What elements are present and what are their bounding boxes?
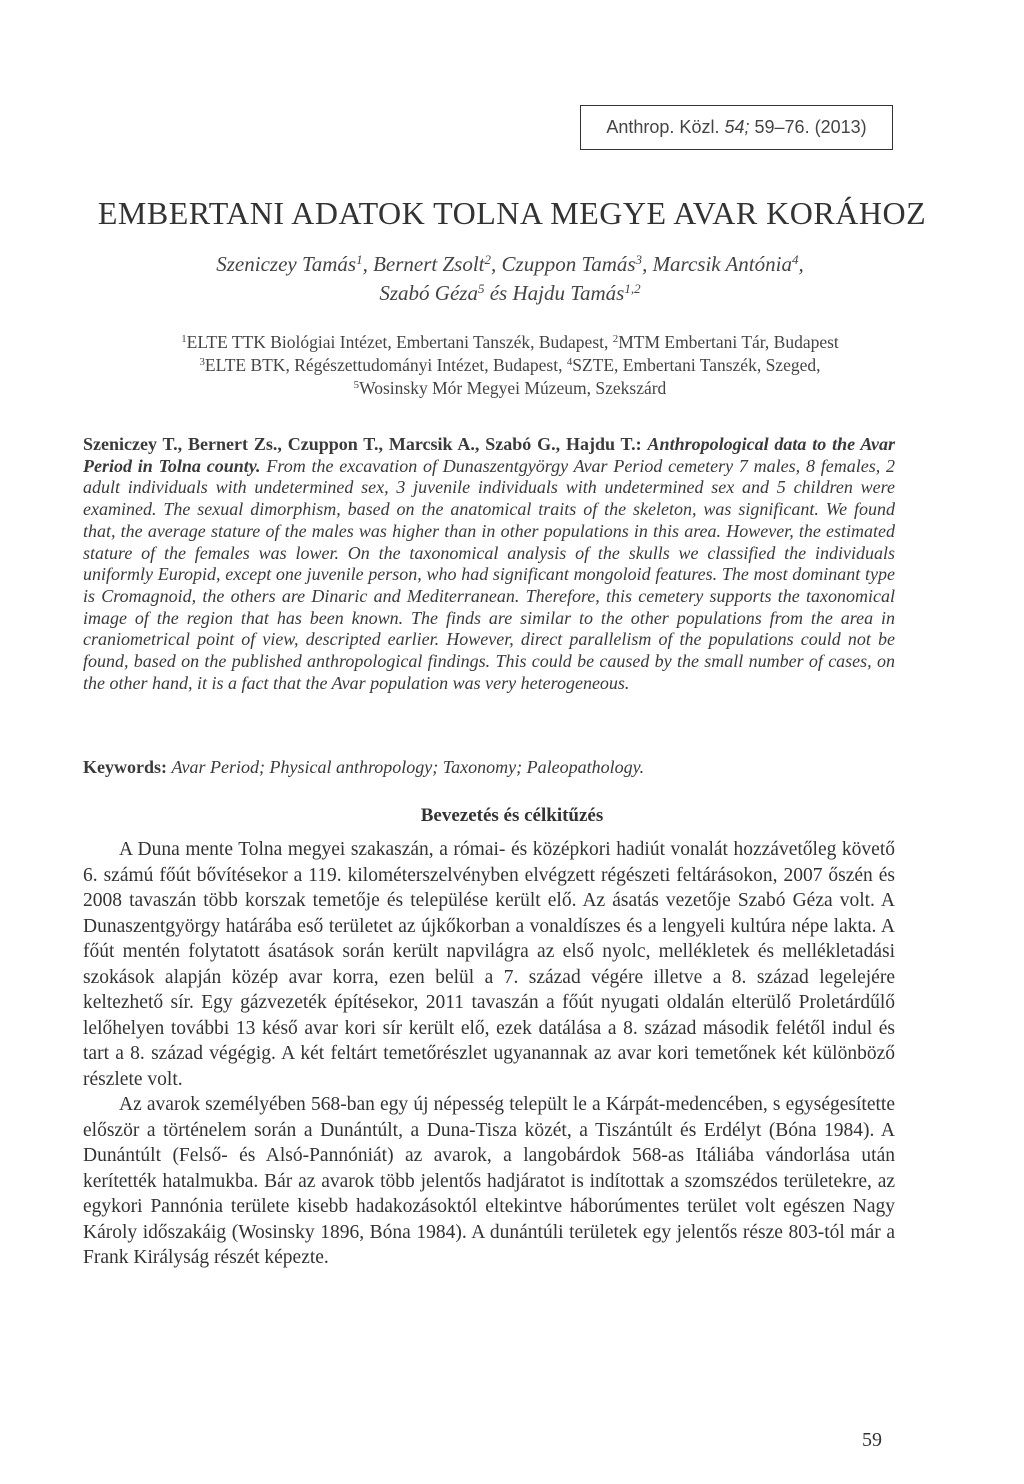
keywords-value: Avar Period; Physical anthropology; Taxonomy; Paleopathology. xyxy=(171,757,645,777)
author-separator: , xyxy=(798,252,804,276)
author-name: Szabó Géza xyxy=(379,281,478,305)
affiliation-text: MTM Embertani Tár, Budapest xyxy=(618,332,839,352)
abstract-english-title: Anthropological data to the Avar Period in Tolna county. xyxy=(83,434,896,476)
article-title: EMBERTANI ADATOK TOLNA MEGYE AVAR KORÁHOZ xyxy=(97,195,927,231)
author-affiliation-ref: 1 xyxy=(356,251,363,267)
section-heading: Bevezetés és célkitűzés xyxy=(420,805,604,826)
journal-name: Anthrop. Közl. xyxy=(606,117,720,137)
author-list xyxy=(120,250,900,308)
affiliation-text: ELTE TTK Biológiai Intézet, Embertani Tanszék, Budapest, xyxy=(186,332,613,352)
abstract-text: From the excavation of Dunaszentgyörgy Avar Period cemetery 7 males, 8 females, 2 adult individuals with undetermined sex, 3 juvenile individuals with undetermined sex and 5 children were examined. The sexual dimorphism, based on the anatomical traits of the skeleton, was significant. We found that, the average stature of the males was higher than in other populations in this area. However, the estimated stature of the females was lower. On the taxonomical analysis of the skulls we classified the individuals uniformly Europid, except one juvenile person, who had significant mongoloid features. The most dominant type is Cromagnoid, the others are Dinaric and Mediterranean. Therefore, this cemetery supports the taxonomical image of the region that has been known. The finds are similar to the other populations from the area in craniometrical point of view, descripted earlier. However, direct parallelism of the populations could not be found, based on the published anthropological findings. This could be caused by the small number of cases, on the other hand, it is a fact that the Avar population was very heterogeneous. xyxy=(83,455,896,693)
author-affiliation-ref: 5 xyxy=(477,280,485,296)
keywords xyxy=(83,756,895,778)
author-name: Szeniczey Tamás xyxy=(216,252,357,276)
author-name: Marcsik Antónia xyxy=(652,252,792,276)
page-number: 59 xyxy=(862,1429,882,1451)
author-affiliation-ref: 3 xyxy=(635,251,643,267)
affiliation-number: 2 xyxy=(612,333,619,346)
author-affiliation-ref: 4 xyxy=(791,251,799,267)
author-separator: , xyxy=(362,252,374,276)
affiliation-text: SZTE, Embertani Tanszék, Szeged, xyxy=(572,355,821,375)
author-affiliation-ref: 1,2 xyxy=(624,280,641,296)
journal-citation-box xyxy=(580,105,893,150)
paragraph: A Duna mente Tolna megyei szakaszán, a római- és középkori hadiút vonalát hozzávetőleg követő 6. számú főút bővítésekor a 119. kilométerszelvényben elvégzett régészeti feltárásokon, 2007 őszén és 2008 tavaszán több korszak temetője és települése került elő. Az ásatás vezetője Szabó Géza volt. A Dunaszentgyörgy határába eső területet az újkőkorban a vonaldíszes és a lengyeli kultúra népe lakta. A főút mentén folytatott ásatások során került napvilágra az első nyolc, mellékletek és mellékletadási szokások alapján közép avar korra, ezen belül a 7. század végére illetve a 8. század legelejére keltezhető sír. Egy gázvezeték építésekor, 2011 tavaszán a főút nyugati oldalán elterülő Proletárdűlő lelőhelyen további 13 késő avar kori sír került elő, ezek datálása a 8. század második felétől indul és tart a 8. század végégig. A két feltárt temetőrészlet ugyanannak az avar kori temetőnek két különböző részlete volt. xyxy=(83,839,895,1090)
author-name: Hajdu Tamás xyxy=(512,281,625,305)
abstract-citation: Szeniczey T., Bernert Zs., Czuppon T., Marcsik A., Szabó G., Hajdu T.: xyxy=(83,434,642,454)
affiliation-list xyxy=(110,331,910,400)
affiliation-number: 5 xyxy=(353,379,360,392)
journal-volume: 54; xyxy=(724,117,750,137)
author-name: Bernert Zsolt xyxy=(373,252,485,276)
author-separator: , xyxy=(642,252,653,276)
paragraph: Az avarok személyében 568-ban egy új népesség települt le a Kárpát-medencében, s egységesítette először a történelem során a Dunántúlt, a Duna-Tisza közét, a Tiszántúlt és Erdélyt (Bóna 1984). A Dunántúlt (Felső- és Alsó-Pannóniát) az avarok, a langobárdok 568-as Itáliába vándorlása után kerítették hatalmukba. Bár az avarok több jelentős hadjáratot is indítottak a szomszédos területekre, az egykori Pannónia területe kisebb hadakozásoktól eltekintve háborúmentes terület volt egészen Nagy Károly időszakáig (Wosinsky 1896, Bóna 1984). A dunántúli területek egy jelentős része 803-tól már a Frank Királyság részét képezte. xyxy=(83,1094,895,1268)
author-separator: , xyxy=(491,252,502,276)
abstract xyxy=(83,434,895,694)
author-separator: és xyxy=(484,281,513,305)
affiliation-number: 4 xyxy=(566,356,573,369)
affiliation-line xyxy=(110,354,910,377)
affiliation-line xyxy=(110,377,910,400)
body-text xyxy=(83,837,895,1271)
affiliation-text: ELTE BTK, Régészettudományi Intézet, Budapest, xyxy=(204,355,567,375)
author-name: Czuppon Tamás xyxy=(501,252,636,276)
author-affiliation-ref: 2 xyxy=(484,251,492,267)
journal-pages-year: 59–76. (2013) xyxy=(754,117,867,137)
affiliation-number: 3 xyxy=(199,356,205,369)
affiliation-number: 1 xyxy=(181,333,187,346)
keywords-label: Keywords: xyxy=(83,757,167,777)
affiliation-text: Wosinsky Mór Megyei Múzeum, Szekszárd xyxy=(359,378,667,398)
affiliation-line xyxy=(110,331,910,354)
